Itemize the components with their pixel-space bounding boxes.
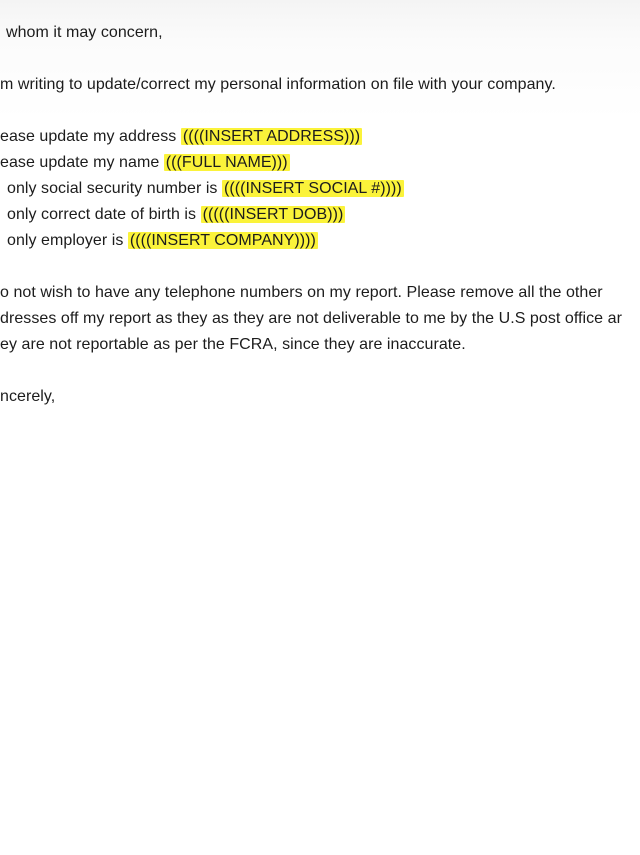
update-label: ease update my name: [0, 154, 164, 171]
update-line-address: [0, 126, 362, 148]
placeholder-highlight: (((FULL NAME))): [165, 154, 288, 171]
closing: ncerely,: [0, 388, 56, 405]
update-label: only correct date of birth is: [7, 206, 201, 223]
placeholder-highlight: ((((INSERT ADDRESS))): [182, 128, 361, 145]
placeholder-highlight: ((((INSERT SOCIAL #)))): [223, 180, 402, 197]
update-line-dob: [0, 204, 345, 226]
placeholder-highlight: (((((INSERT DOB))): [202, 206, 344, 223]
update-line-name: [0, 152, 290, 174]
placeholder-highlight: ((((INSERT COMPANY)))): [129, 232, 316, 249]
update-label: only employer is: [7, 232, 128, 249]
update-label: only social security number is: [7, 180, 222, 197]
update-label: ease update my address: [0, 128, 181, 145]
salutation: whom it may concern,: [6, 24, 163, 41]
update-line-social: [0, 178, 404, 200]
body-line-3: ey are not reportable as per the FCRA, since they are inaccurate.: [0, 336, 466, 353]
body-line-2: dresses off my report as they as they are not deliverable to me by the U.S post office ar: [0, 310, 622, 327]
intro-paragraph: m writing to update/correct my personal information on file with your company.: [0, 76, 556, 93]
update-line-employer: [0, 230, 318, 252]
body-line-1: o not wish to have any telephone numbers on my report. Please remove all the other: [0, 284, 603, 301]
